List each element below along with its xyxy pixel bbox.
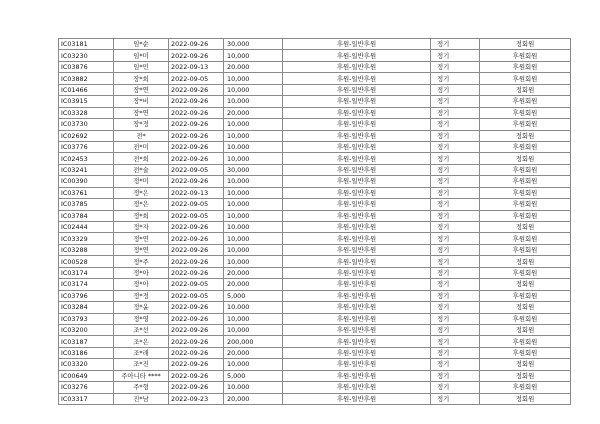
table-row [59,107,571,118]
donation-amount-cell: 30,000 [224,164,283,175]
donor-name-cell: 정*은 [114,199,169,210]
member-type-cell: 후원회원 [480,50,571,61]
donation-type-cell: 정기 [431,336,480,347]
member-type-cell: 정회원 [480,256,571,267]
donor-code-cell: IC03761 [59,187,114,198]
donation-type-cell: 정기 [431,61,480,72]
donation-amount-cell: 10,000 [224,73,283,84]
donation-type-cell: 정기 [431,119,480,130]
donation-amount-cell: 10,000 [224,141,283,152]
donation-type-cell: 정기 [431,279,480,290]
donation-category-cell: 후원-일반후원 [283,84,431,95]
donor-code-cell: IC03882 [59,73,114,84]
donor-name-cell: 임*민 [114,61,169,72]
donation-category-cell: 후원-일반후원 [283,187,431,198]
donor-code-cell: IC02692 [59,130,114,141]
member-type-cell: 후원회원 [480,141,571,152]
donor-name-cell: 장*희 [114,73,169,84]
donation-date-cell: 2022-09-26 [169,313,224,324]
donation-type-cell: 정기 [431,382,480,393]
donor-code-cell: IC02453 [59,153,114,164]
donation-category-cell: 후원-일반후원 [283,233,431,244]
donor-name-cell: 정*영 [114,313,169,324]
donor-code-cell: IC02444 [59,222,114,233]
donation-type-cell: 정기 [431,256,480,267]
donation-type-cell: 정기 [431,141,480,152]
donation-category-cell: 후원-일반후원 [283,336,431,347]
member-type-cell: 정회원 [480,393,571,404]
table-row [59,233,571,244]
donation-category-cell: 후원-일반후원 [283,267,431,278]
donation-category-cell: 후원-일반후원 [283,210,431,221]
donor-code-cell: IC03329 [59,233,114,244]
member-type-cell: 후원회원 [480,382,571,393]
member-type-cell: 후원회원 [480,347,571,358]
member-type-cell: 후원회원 [480,210,571,221]
donor-name-cell: 주*형 [114,382,169,393]
donation-table-body [59,39,571,405]
donor-name-cell: 정*아 [114,267,169,278]
donation-amount-cell: 10,000 [224,222,283,233]
donor-name-cell: 정*희 [114,210,169,221]
donation-type-cell: 정기 [431,324,480,335]
donation-type-cell: 정기 [431,302,480,313]
donation-category-cell: 후원-일반후원 [283,302,431,313]
donor-code-cell: IC03317 [59,393,114,404]
donation-category-cell: 후원-일반후원 [283,359,431,370]
table-row [59,370,571,381]
donation-amount-cell: 10,000 [224,324,283,335]
donation-type-cell: 정기 [431,176,480,187]
table-row [59,73,571,84]
donation-date-cell: 2022-09-26 [169,153,224,164]
member-type-cell: 후원회원 [480,119,571,130]
donor-name-cell: 정*아 [114,279,169,290]
donation-date-cell: 2022-09-26 [169,302,224,313]
donor-code-cell: IC01466 [59,84,114,95]
table-row [59,347,571,358]
donation-date-cell: 2022-09-26 [169,141,224,152]
donation-date-cell: 2022-09-26 [169,267,224,278]
donation-type-cell: 정기 [431,130,480,141]
table-row [59,61,571,72]
donation-amount-cell: 20,000 [224,61,283,72]
donation-category-cell: 후원-일반후원 [283,279,431,290]
donation-category-cell: 후원-일반후원 [283,382,431,393]
donation-type-cell: 정기 [431,153,480,164]
donor-code-cell: IC03328 [59,107,114,118]
donation-date-cell: 2022-09-26 [169,359,224,370]
table-row [59,393,571,404]
donation-category-cell: 후원-일반후원 [283,141,431,152]
table-row [59,176,571,187]
donation-date-cell: 2022-09-26 [169,256,224,267]
donor-code-cell: IC03186 [59,347,114,358]
member-type-cell: 정회원 [480,84,571,95]
table-row [59,279,571,290]
donation-type-cell: 정기 [431,267,480,278]
donation-category-cell: 후원-일반후원 [283,153,431,164]
table-row [59,130,571,141]
donor-name-cell: 장*연 [114,84,169,95]
donor-code-cell: IC03776 [59,141,114,152]
donation-type-cell: 정기 [431,233,480,244]
donation-amount-cell: 10,000 [224,50,283,61]
table-row [59,187,571,198]
donation-type-cell: 정기 [431,244,480,255]
donor-name-cell: 정*자 [114,222,169,233]
table-row [59,164,571,175]
donor-code-cell: IC03785 [59,199,114,210]
donation-amount-cell: 10,000 [224,119,283,130]
donation-category-cell: 후원-일반후원 [283,50,431,61]
donor-name-cell: 장*비 [114,96,169,107]
donation-type-cell: 정기 [431,73,480,84]
donation-date-cell: 2022-09-05 [169,164,224,175]
donation-date-cell: 2022-09-05 [169,210,224,221]
donor-name-cell: 정*정 [114,290,169,301]
member-type-cell: 후원회원 [480,96,571,107]
member-type-cell: 정회원 [480,324,571,335]
donation-category-cell: 후원-일반후원 [283,244,431,255]
donation-type-cell: 정기 [431,290,480,301]
donor-name-cell: 정*미 [114,176,169,187]
donation-type-cell: 정기 [431,359,480,370]
member-type-cell: 후원회원 [480,187,571,198]
donor-code-cell: IC03187 [59,336,114,347]
donation-amount-cell: 10,000 [224,130,283,141]
donation-amount-cell: 20,000 [224,107,283,118]
donation-category-cell: 후원-일반후원 [283,313,431,324]
donor-code-cell: IC03876 [59,61,114,72]
donor-name-cell: 임*미 [114,50,169,61]
donation-amount-cell: 10,000 [224,187,283,198]
donor-code-cell: IC03284 [59,302,114,313]
table-row [59,256,571,267]
table-row [59,210,571,221]
donor-code-cell: IC03200 [59,324,114,335]
donor-code-cell: IC03181 [59,39,114,50]
donation-category-cell: 후원-일반후원 [283,130,431,141]
donation-date-cell: 2022-09-13 [169,187,224,198]
donation-amount-cell: 5,000 [224,370,283,381]
donor-name-cell: 장*정 [114,119,169,130]
member-type-cell: 정회원 [480,302,571,313]
donation-category-cell: 후원-일반후원 [283,256,431,267]
donation-date-cell: 2022-09-05 [169,279,224,290]
donation-type-cell: 정기 [431,187,480,198]
donation-category-cell: 후원-일반후원 [283,222,431,233]
donor-code-cell: IC00390 [59,176,114,187]
table-row [59,96,571,107]
donation-date-cell: 2022-09-13 [169,61,224,72]
donation-amount-cell: 30,000 [224,39,283,50]
donation-type-cell: 정기 [431,313,480,324]
donation-date-cell: 2022-09-26 [169,107,224,118]
donation-date-cell: 2022-09-26 [169,119,224,130]
table-row [59,336,571,347]
donor-name-cell: 조*래 [114,347,169,358]
donation-amount-cell: 10,000 [224,256,283,267]
donation-date-cell: 2022-09-05 [169,73,224,84]
donor-code-cell: IC03793 [59,313,114,324]
donation-date-cell: 2022-09-26 [169,222,224,233]
table-row [59,153,571,164]
donation-table [58,38,571,405]
table-row [59,199,571,210]
donation-date-cell: 2022-09-26 [169,347,224,358]
table-row [59,39,571,50]
table-row [59,290,571,301]
donation-amount-cell: 5,000 [224,290,283,301]
donation-amount-cell: 20,000 [224,347,283,358]
donation-type-cell: 정기 [431,107,480,118]
donation-category-cell: 후원-일반후원 [283,176,431,187]
table-row [59,302,571,313]
donation-type-cell: 정기 [431,50,480,61]
donation-amount-cell: 10,000 [224,359,283,370]
donation-amount-cell: 200,000 [224,336,283,347]
donation-category-cell: 후원-일반후원 [283,119,431,130]
donor-name-cell: 임*순 [114,39,169,50]
donor-name-cell: 전*미 [114,141,169,152]
donation-date-cell: 2022-09-05 [169,290,224,301]
donation-date-cell: 2022-09-26 [169,370,224,381]
donation-amount-cell: 20,000 [224,279,283,290]
member-type-cell: 후원회원 [480,176,571,187]
member-type-cell: 후원회원 [480,336,571,347]
member-type-cell: 후원회원 [480,73,571,84]
member-type-cell: 정회원 [480,130,571,141]
donation-date-cell: 2022-09-26 [169,176,224,187]
donation-type-cell: 정기 [431,199,480,210]
donation-amount-cell: 10,000 [224,244,283,255]
donation-amount-cell: 10,000 [224,382,283,393]
member-type-cell: 정회원 [480,39,571,50]
donation-type-cell: 정기 [431,210,480,221]
member-type-cell: 후원회원 [480,313,571,324]
table-row [59,267,571,278]
donation-category-cell: 후원-일반후원 [283,107,431,118]
donation-amount-cell: 10,000 [224,199,283,210]
member-type-cell: 후원회원 [480,199,571,210]
donor-code-cell: IC00528 [59,256,114,267]
member-type-cell: 후원회원 [480,164,571,175]
donation-type-cell: 정기 [431,393,480,404]
table-row [59,84,571,95]
donation-date-cell: 2022-09-26 [169,382,224,393]
donor-name-cell: 전* [114,130,169,141]
donation-category-cell: 후원-일반후원 [283,61,431,72]
donation-amount-cell: 10,000 [224,96,283,107]
table-row [59,119,571,130]
donor-code-cell: IC03276 [59,382,114,393]
donation-category-cell: 후원-일반후원 [283,393,431,404]
table-row [59,313,571,324]
member-type-cell: 후원회원 [480,267,571,278]
donation-amount-cell: 10,000 [224,233,283,244]
table-row [59,382,571,393]
donor-code-cell: IC03320 [59,359,114,370]
donor-name-cell: 조*선 [114,324,169,335]
donor-code-cell: IC03730 [59,119,114,130]
donation-category-cell: 후원-일반후원 [283,164,431,175]
donation-date-cell: 2022-09-26 [169,39,224,50]
donation-amount-cell: 10,000 [224,210,283,221]
donation-category-cell: 후원-일반후원 [283,370,431,381]
donor-name-cell: 주아니타 **** [114,370,169,381]
donation-amount-cell: 10,000 [224,176,283,187]
donor-code-cell: IC00649 [59,370,114,381]
donor-name-cell: 조*진 [114,359,169,370]
donor-code-cell: IC03796 [59,290,114,301]
donation-type-cell: 정기 [431,347,480,358]
donor-name-cell: 전*희 [114,153,169,164]
member-type-cell: 후원회원 [480,107,571,118]
donation-type-cell: 정기 [431,222,480,233]
donor-code-cell: IC03174 [59,279,114,290]
member-type-cell: 정회원 [480,359,571,370]
donation-type-cell: 정기 [431,370,480,381]
donor-name-cell: 정*주 [114,256,169,267]
donor-name-cell: 전*술 [114,164,169,175]
donor-code-cell: IC03230 [59,50,114,61]
donation-date-cell: 2022-09-26 [169,244,224,255]
donation-type-cell: 정기 [431,164,480,175]
donation-date-cell: 2022-09-26 [169,324,224,335]
donation-amount-cell: 10,000 [224,313,283,324]
member-type-cell: 후원회원 [480,244,571,255]
donation-amount-cell: 10,000 [224,84,283,95]
donor-code-cell: IC03241 [59,164,114,175]
donation-amount-cell: 10,000 [224,302,283,313]
donor-code-cell: IC03784 [59,210,114,221]
member-type-cell: 정회원 [480,153,571,164]
donation-amount-cell: 10,000 [224,153,283,164]
donor-name-cell: 정*연 [114,244,169,255]
donation-type-cell: 정기 [431,39,480,50]
table-row [59,141,571,152]
donation-category-cell: 후원-일반후원 [283,347,431,358]
table-row [59,244,571,255]
donation-type-cell: 정기 [431,84,480,95]
donor-name-cell: 장*연 [114,107,169,118]
donor-name-cell: 조*은 [114,336,169,347]
donor-code-cell: IC03915 [59,96,114,107]
member-type-cell: 후원회원 [480,233,571,244]
donor-name-cell: 진*남 [114,393,169,404]
donation-date-cell: 2022-09-23 [169,393,224,404]
table-row [59,50,571,61]
table-row [59,359,571,370]
donation-date-cell: 2022-09-26 [169,233,224,244]
donor-code-cell: IC03174 [59,267,114,278]
donor-name-cell: 정*은 [114,187,169,198]
donation-date-cell: 2022-09-26 [169,130,224,141]
donation-amount-cell: 20,000 [224,393,283,404]
donation-type-cell: 정기 [431,96,480,107]
donation-date-cell: 2022-09-26 [169,50,224,61]
donor-name-cell: 정*윤 [114,302,169,313]
donor-code-cell: IC03288 [59,244,114,255]
donation-date-cell: 2022-09-05 [169,199,224,210]
donation-category-cell: 후원-일반후원 [283,324,431,335]
donation-category-cell: 후원-일반후원 [283,39,431,50]
table-row [59,222,571,233]
table-row [59,324,571,335]
member-type-cell: 후원회원 [480,61,571,72]
donation-date-cell: 2022-09-26 [169,96,224,107]
donation-date-cell: 2022-09-26 [169,84,224,95]
member-type-cell: 정회원 [480,222,571,233]
donor-name-cell: 정*연 [114,233,169,244]
member-type-cell: 후원회원 [480,290,571,301]
donation-category-cell: 후원-일반후원 [283,73,431,84]
donation-amount-cell: 20,000 [224,267,283,278]
member-type-cell: 정회원 [480,370,571,381]
donation-category-cell: 후원-일반후원 [283,290,431,301]
member-type-cell: 정회원 [480,279,571,290]
donation-category-cell: 후원-일반후원 [283,199,431,210]
donation-category-cell: 후원-일반후원 [283,96,431,107]
donation-date-cell: 2022-09-26 [169,336,224,347]
